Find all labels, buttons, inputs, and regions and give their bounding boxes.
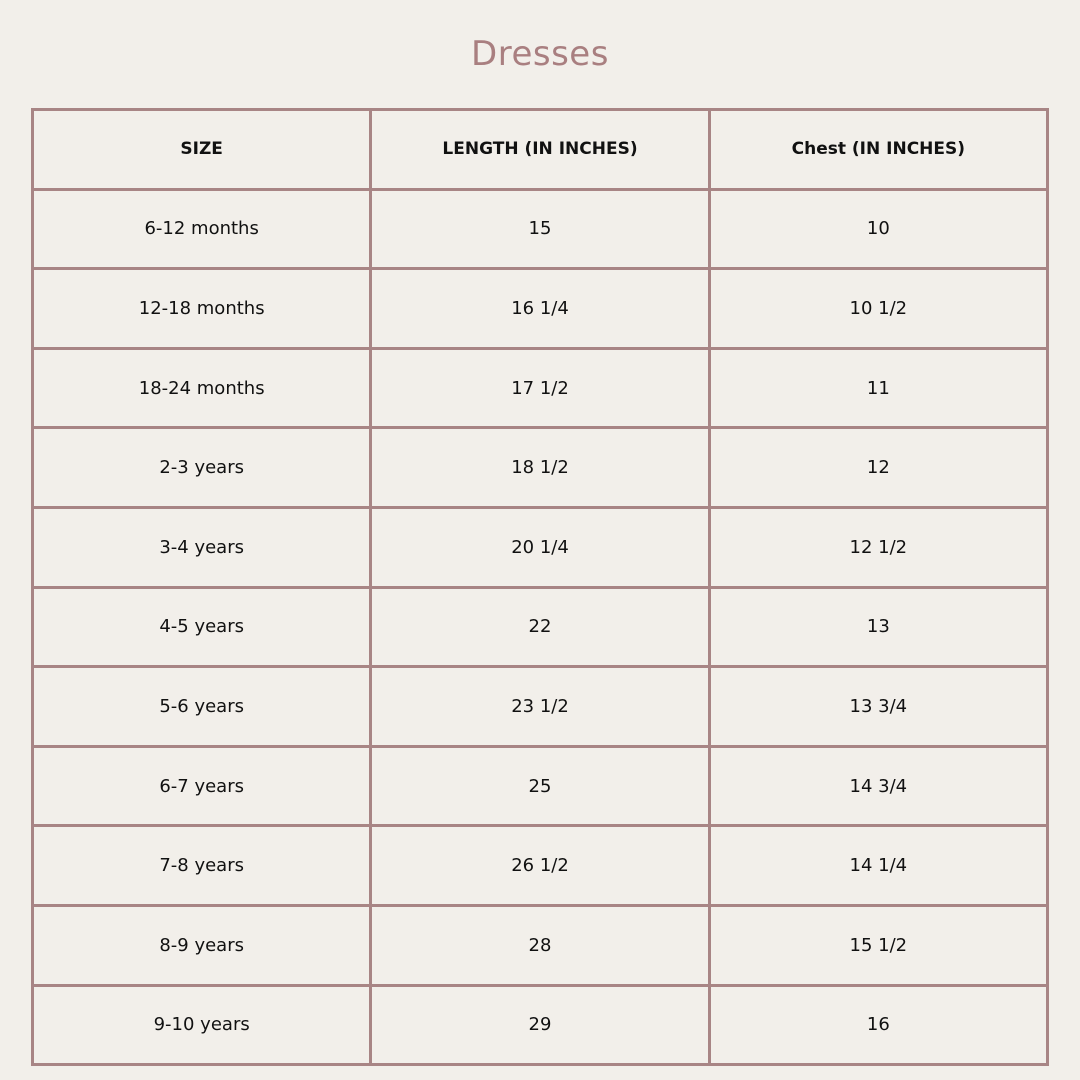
size-cell: 12-18 months [33, 269, 371, 349]
chest-cell: 10 [709, 189, 1047, 269]
table-row [33, 667, 1048, 747]
size-cell: 7-8 years [33, 826, 371, 906]
chest-cell: 11 [709, 348, 1047, 428]
chest-cell: 13 [709, 587, 1047, 667]
length-cell: 23 1/2 [371, 667, 709, 747]
length-cell: 22 [371, 587, 709, 667]
table-row [33, 587, 1048, 667]
length-cell: 16 1/4 [371, 269, 709, 349]
size-cell: 2-3 years [33, 428, 371, 508]
chest-cell: 16 [709, 985, 1047, 1065]
table-row [33, 348, 1048, 428]
size-cell: 6-7 years [33, 746, 371, 826]
chest-cell: 13 3/4 [709, 667, 1047, 747]
table-row [33, 428, 1048, 508]
size-cell: 5-6 years [33, 667, 371, 747]
length-cell: 15 [371, 189, 709, 269]
page-title: Dresses [471, 34, 609, 74]
table-row [33, 746, 1048, 826]
chest-cell: 14 3/4 [709, 746, 1047, 826]
table-row [33, 189, 1048, 269]
table-row [33, 507, 1048, 587]
size-cell: 9-10 years [33, 985, 371, 1065]
chest-cell: 15 1/2 [709, 905, 1047, 985]
header-row [33, 110, 1048, 190]
header-length: LENGTH (IN INCHES) [371, 110, 709, 190]
table-row [33, 905, 1048, 985]
chest-cell: 12 [709, 428, 1047, 508]
size-cell: 4-5 years [33, 587, 371, 667]
chest-cell: 14 1/4 [709, 826, 1047, 906]
length-cell: 28 [371, 905, 709, 985]
size-cell: 3-4 years [33, 507, 371, 587]
size-cell: 8-9 years [33, 905, 371, 985]
header-chest: Chest (IN INCHES) [709, 110, 1047, 190]
size-cell: 18-24 months [33, 348, 371, 428]
length-cell: 18 1/2 [371, 428, 709, 508]
chest-cell: 12 1/2 [709, 507, 1047, 587]
size-chart-table [31, 108, 1049, 1066]
header-size: SIZE [33, 110, 371, 190]
length-cell: 20 1/4 [371, 507, 709, 587]
size-cell: 6-12 months [33, 189, 371, 269]
length-cell: 25 [371, 746, 709, 826]
length-cell: 17 1/2 [371, 348, 709, 428]
table-row [33, 269, 1048, 349]
table-row [33, 985, 1048, 1065]
length-cell: 26 1/2 [371, 826, 709, 906]
table-row [33, 826, 1048, 906]
chest-cell: 10 1/2 [709, 269, 1047, 349]
length-cell: 29 [371, 985, 709, 1065]
